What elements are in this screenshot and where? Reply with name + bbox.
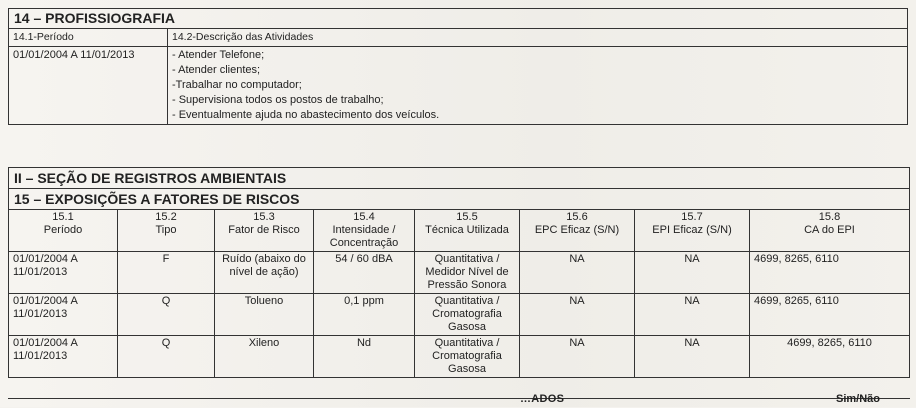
activity-item: - Atender clientes; <box>172 64 261 76</box>
column-header: 15.1 Período <box>9 210 118 252</box>
cell-tipo: Q <box>118 294 215 336</box>
column-header-row <box>9 210 910 252</box>
column-header: 15.8 CA do EPI <box>750 210 910 252</box>
section-15-title: 15 – EXPOSIÇÕES A FATORES DE RISCOS <box>9 189 910 210</box>
column-header: 15.3 Fator de Risco <box>215 210 314 252</box>
cell-ca: 4699, 8265, 6110 <box>750 252 910 294</box>
period-value: 01/01/2004 A 11/01/2013 <box>9 47 168 125</box>
cell-tipo: F <box>118 252 215 294</box>
activity-item: -Trabalhar no computador; <box>172 79 302 91</box>
cell-tecnica: Quantitativa / Medidor Nível de Pressão Sonora <box>415 252 520 294</box>
activities-list <box>168 47 908 125</box>
cell-period: 01/01/2004 A 11/01/2013 <box>9 252 118 294</box>
cell-period: 01/01/2004 A 11/01/2013 <box>9 294 118 336</box>
cell-tecnica: Quantitativa / Cromatografia Gasosa <box>415 294 520 336</box>
cell-intensidade: 0,1 ppm <box>314 294 415 336</box>
cell-epi: NA <box>635 252 750 294</box>
period-column-header: 14.1-Período <box>9 29 168 47</box>
cell-epc: NA <box>520 294 635 336</box>
column-header: 15.4 Intensidade / Concentração <box>314 210 415 252</box>
column-header: 15.7 EPI Eficaz (S/N) <box>635 210 750 252</box>
cell-ca: 4699, 8265, 6110 <box>750 294 910 336</box>
cell-tecnica: Quantitativa / Cromatografia Gasosa <box>415 336 520 378</box>
cell-fator: Xileno <box>215 336 314 378</box>
table-row <box>9 294 910 336</box>
cell-fator: Tolueno <box>215 294 314 336</box>
section-14-title: 14 – PROFISSIOGRAFIA <box>9 9 908 29</box>
cell-fator: Ruído (abaixo do nível de ação) <box>215 252 314 294</box>
table-row <box>9 336 910 378</box>
activity-item: - Eventualmente ajuda no abastecimento dos veículos. <box>172 109 440 121</box>
section-2-title: II – SEÇÃO DE REGISTROS AMBIENTAIS <box>9 168 910 189</box>
cell-epi: NA <box>635 336 750 378</box>
profissiografia-table <box>8 8 908 125</box>
cell-epi: NA <box>635 294 750 336</box>
cell-intensidade: Nd <box>314 336 415 378</box>
registros-ambientais-table <box>8 167 910 378</box>
column-header: 15.2 Tipo <box>118 210 215 252</box>
column-header: 15.6 EPC Eficaz (S/N) <box>520 210 635 252</box>
cell-ca: 4699, 8265, 6110 <box>750 336 910 378</box>
cell-epc: NA <box>520 336 635 378</box>
activity-item: - Supervisiona todos os postos de trabalho; <box>172 94 384 106</box>
cutoff-heading-text: …ADOS <box>520 393 565 405</box>
table-row <box>9 252 910 294</box>
cell-tipo: Q <box>118 336 215 378</box>
sim-nao-header: Sim/Não <box>836 393 881 405</box>
column-header: 15.5 Técnica Utilizada <box>415 210 520 252</box>
description-column-header: 14.2-Descrição das Atividades <box>168 29 908 47</box>
activity-item: - Atender Telefone; <box>172 49 265 61</box>
cell-period: 01/01/2004 A 11/01/2013 <box>9 336 118 378</box>
cell-intensidade: 54 / 60 dBA <box>314 252 415 294</box>
cell-epc: NA <box>520 252 635 294</box>
